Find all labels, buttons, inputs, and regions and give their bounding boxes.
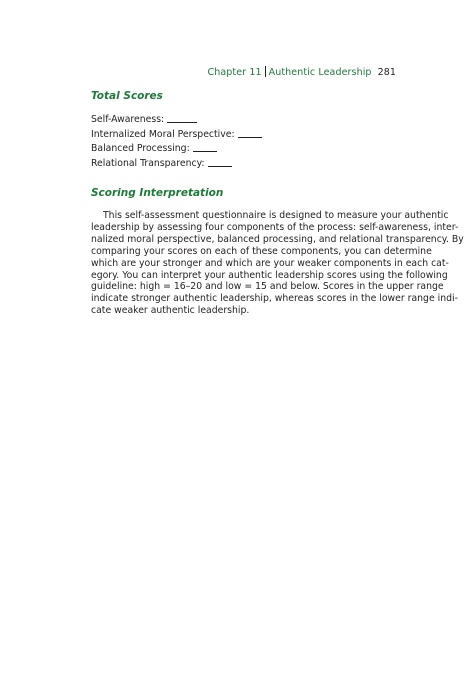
score-blank (167, 113, 197, 123)
paragraph-line: guideline: high = 16–20 and low = 15 and below. Scores in the upper range (91, 281, 444, 293)
paragraph-line: egory. You can interpret your authentic leadership scores using the following (91, 269, 448, 281)
total-scores-list (91, 113, 262, 171)
score-blank (193, 142, 217, 152)
paragraph-line: comparing your scores on each of these components, you can determine (91, 245, 432, 257)
scoring-interpretation-heading: Scoring Interpretation (91, 187, 224, 199)
score-line-balanced-processing (91, 142, 262, 157)
chapter-title: Authentic Leadership (268, 67, 372, 78)
score-label: Relational Transparency: (91, 157, 205, 169)
score-line-internalized-moral-perspective (91, 128, 262, 143)
paragraph-line: which are your stronger and which are your weaker components in each cat- (91, 257, 449, 269)
score-label: Self-Awareness: (91, 114, 165, 125)
score-line-relational-transparency (91, 157, 262, 172)
paragraph-line: cate weaker authentic leadership. (91, 305, 250, 317)
page-number: 281 (377, 67, 396, 78)
chapter-label: Chapter 11 (207, 67, 262, 78)
paragraph-line: This self-assessment questionnaire is designed to measure your authentic (103, 210, 449, 221)
running-head-divider (265, 66, 266, 77)
score-label: Balanced Processing: (91, 143, 190, 154)
scoring-interpretation-paragraph (91, 210, 464, 317)
running-head (208, 66, 396, 78)
score-line-self-awareness (91, 113, 262, 128)
score-label: Internalized Moral Perspective: (91, 128, 235, 140)
score-blank (238, 128, 262, 138)
paragraph-line: leadership by assessing four components of the process: self-awareness, inter- (91, 221, 459, 233)
paragraph-line: indicate stronger authentic leadership, whereas scores in the lower range indi- (91, 293, 458, 305)
paragraph-line: nalized moral perspective, balanced processing, and relational transparency. By (91, 233, 464, 245)
total-scores-heading: Total Scores (91, 90, 163, 102)
score-blank (208, 157, 232, 167)
